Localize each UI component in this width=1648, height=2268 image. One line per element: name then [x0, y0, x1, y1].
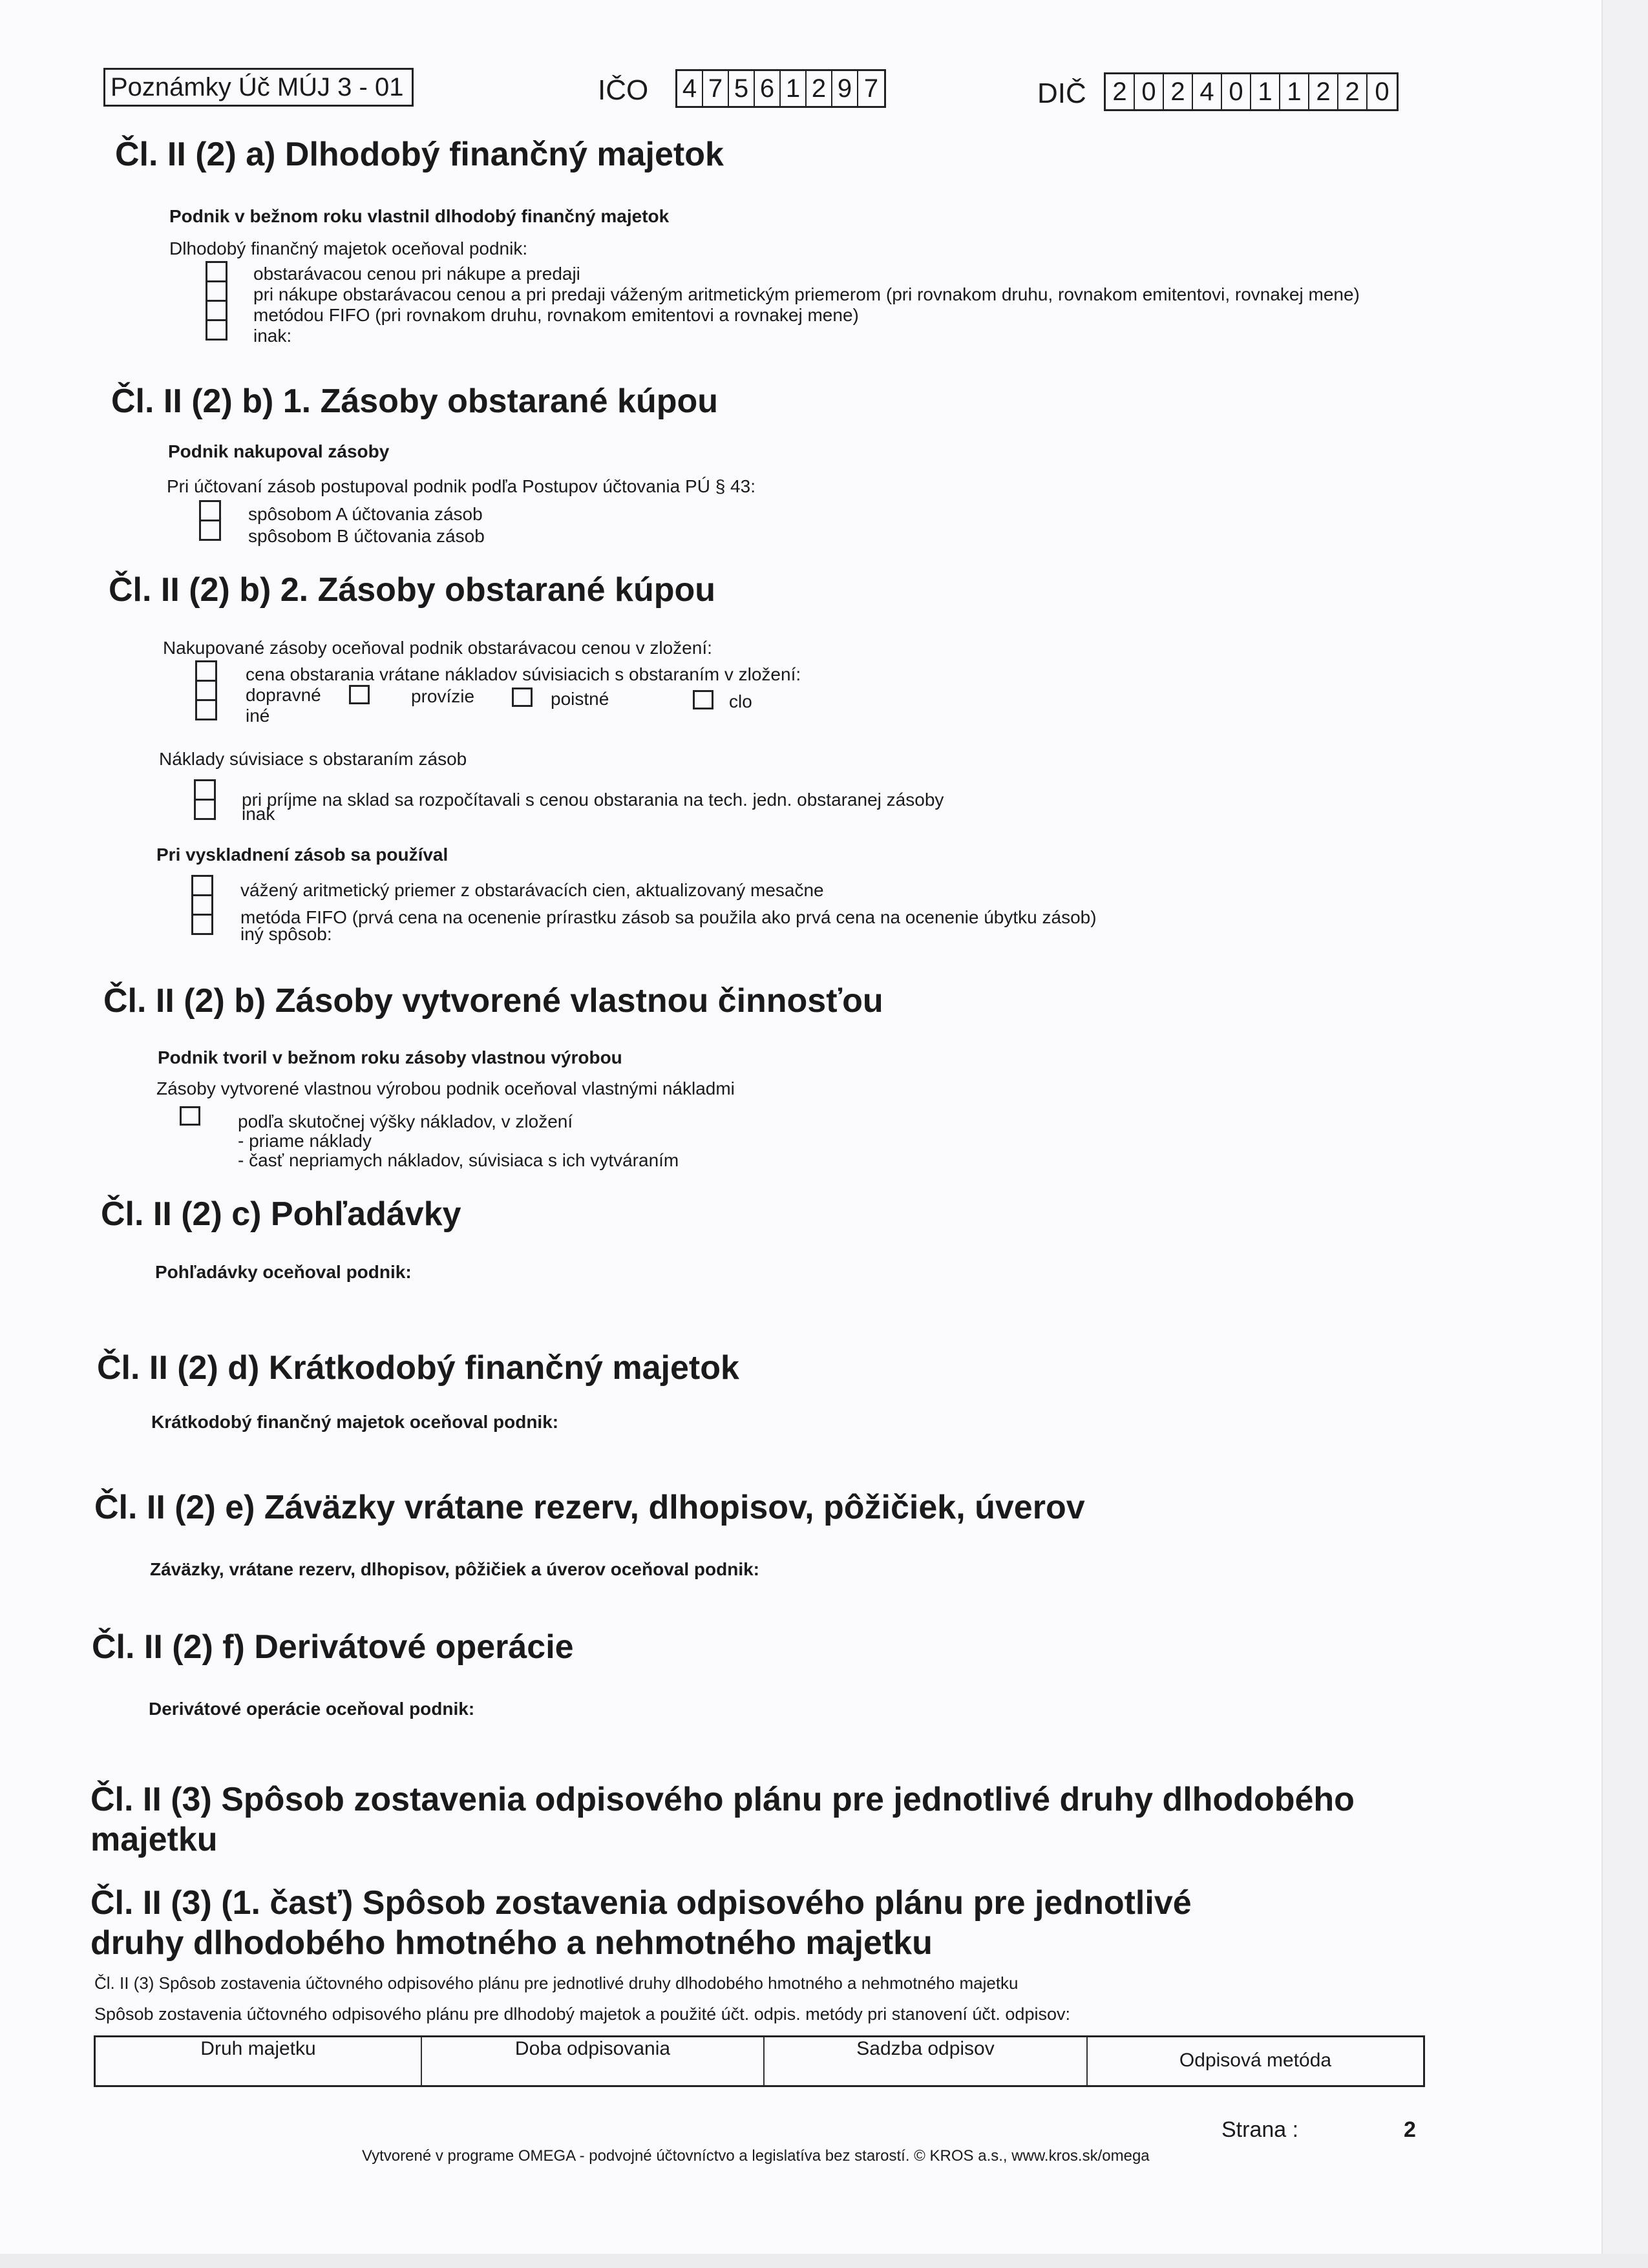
- depreciation-table: [94, 2035, 1425, 2087]
- ico-digit: 2: [807, 71, 832, 106]
- s3-issue-option: iný spôsob:: [240, 924, 332, 944]
- s1-option: pri nákupe obstarávacou cenou a pri predaji váženým aritmetickým priemerom (pri rovnakom druhu, rovnakom emitentovi, rovnakej mene): [253, 284, 1360, 304]
- s3-sub-option: poistné: [551, 689, 609, 709]
- s1-checkbox-weighted-average[interactable]: [207, 282, 226, 302]
- section-title-own-production-inventory: Čl. II (2) b) Zásoby vytvorené vlastnou činnosťou: [103, 982, 883, 1020]
- s6-bold-label: Krátkodobý finančný majetok oceňoval podnik:: [151, 1412, 559, 1432]
- section-title-depreciation-plan-part-1: Čl. II (3) (1. časť) Spôsob zostavenia odpisového plánu pre jednotlivé druhy dlhodobého hmotného a nehmotného majetku: [90, 1884, 1192, 1962]
- s8-bold-label: Derivátové operácie oceňoval podnik:: [149, 1699, 475, 1719]
- s1-checkbox-other[interactable]: [207, 321, 226, 341]
- s2-checkbox-method-b[interactable]: [201, 521, 219, 541]
- s3-checkbox-transport[interactable]: [197, 682, 215, 701]
- s3-costs-option: inak: [242, 804, 275, 824]
- section-title-purchased-inventory-1: Čl. II (2) b) 1. Zásoby obstarané kúpou: [111, 383, 719, 420]
- s3-checkbox-weighted-average[interactable]: [193, 877, 211, 896]
- s1-checkbox-group: [206, 261, 227, 341]
- s3-issue-checkbox-group: [191, 875, 213, 935]
- dic-digit: 0: [1375, 78, 1389, 106]
- s5-bold-label: Pohľadávky oceňoval podnik:: [155, 1262, 412, 1282]
- footer-credit: Vytvorené v programe OMEGA - podvojné účtovníctvo a legislatíva bez starostí. © KROS a.s., www.kros.sk/omega: [362, 2147, 1150, 2165]
- s3-checkbox-acquisition-price[interactable]: [197, 662, 215, 682]
- ico-field[interactable]: [675, 69, 886, 108]
- section-title-receivables: Čl. II (2) c) Pohľadávky: [101, 1195, 461, 1233]
- s1-option: metódou FIFO (pri rovnakom druhu, rovnakom emitentovi a rovnakej mene): [253, 305, 859, 325]
- s3-costs-option: pri príjme na sklad sa rozpočítavali s cenou obstarania na tech. jedn. obstaranej zásoby: [242, 790, 944, 810]
- s3-checkbox-costs-allocated[interactable]: [196, 781, 214, 801]
- form-label: Poznámky Úč MÚJ 3 - 01: [111, 73, 404, 101]
- s3-issue-option: metóda FIFO (prvá cena na ocenenie prírastku zásob sa použila ako prvá cena na ocenenie úbytku zásob): [240, 907, 1097, 927]
- dic-digit: 1: [1280, 74, 1309, 109]
- dic-label: DIČ: [1037, 78, 1086, 109]
- s10-line2: Spôsob zostavenia účtovného odpisového plánu pre dlhodobý majetok a použité účt. odpis. metódy pri stanovení účt. odpisov:: [94, 2004, 1070, 2024]
- dic-digit: 2: [1164, 74, 1193, 109]
- ico-digit: 7: [703, 71, 729, 106]
- s2-checkbox-method-a[interactable]: [201, 502, 219, 521]
- s2-bold-label: Podnik nakupoval zásoby: [168, 441, 390, 461]
- s3-issue-option: vážený aritmetický priemer z obstarávacích cien, aktualizovaný mesačne: [240, 880, 824, 900]
- table-header-asset-type: Druh majetku: [96, 2037, 422, 2085]
- dic-digit: 2: [1106, 74, 1135, 109]
- s3-checkbox-costs-other[interactable]: [196, 801, 214, 820]
- s4-checkbox-actual-costs[interactable]: [180, 1106, 200, 1126]
- s2-checkbox-group: [199, 500, 221, 541]
- s3-option: cena obstarania vrátane nákladov súvisiacich s obstaraním v zložení:: [246, 664, 801, 684]
- s4-option: - priame náklady: [238, 1131, 372, 1151]
- s1-bold-label: Podnik v bežnom roku vlastnil dlhodobý finančný majetok: [169, 206, 670, 226]
- s2-option: spôsobom A účtovania zásob: [248, 504, 483, 524]
- section-title-derivatives: Čl. II (2) f) Derivátové operácie: [92, 1628, 574, 1666]
- ico-digit: 9: [832, 71, 858, 106]
- s3-checkbox-insurance[interactable]: [512, 688, 533, 707]
- scan-edge-right: [1601, 0, 1648, 2268]
- s3-sub-option: clo: [729, 691, 752, 711]
- section-title-purchased-inventory-2: Čl. II (2) b) 2. Zásoby obstarané kúpou: [109, 571, 716, 609]
- s3-option: iné: [246, 706, 270, 726]
- page-number: 2: [1404, 2117, 1416, 2142]
- section-title-liabilities: Čl. II (2) e) Záväzky vrátane rezerv, dlhopisov, pôžičiek, úverov: [94, 1489, 1085, 1526]
- table-header-depreciation-rate: Sadzba odpisov: [765, 2037, 1088, 2085]
- ico-digit: 7: [863, 74, 879, 103]
- dic-digit: 0: [1135, 74, 1164, 109]
- s3-costs-checkbox-group: [194, 779, 216, 820]
- s1-option: inak:: [253, 326, 292, 346]
- ico-digit: 6: [755, 71, 781, 106]
- s3-checkbox-group: [195, 660, 217, 720]
- s7-bold-label: Záväzky, vrátane rezerv, dlhopisov, pôžičiek a úverov oceňoval podnik:: [150, 1559, 759, 1579]
- s4-option: podľa skutočnej výšky nákladov, v zložení: [238, 1111, 573, 1131]
- ico-digit: 4: [677, 71, 703, 106]
- s3-sub-option: provízie: [411, 686, 475, 706]
- ico-digit: 1: [781, 71, 807, 106]
- s3-checkbox-duty[interactable]: [693, 690, 713, 709]
- dic-digit: 2: [1309, 74, 1338, 109]
- table-header-depreciation-period: Doba odpisovania: [422, 2037, 765, 2085]
- s3-checkbox-other[interactable]: [197, 701, 215, 720]
- ico-label: IČO: [598, 74, 649, 106]
- s4-option: - časť nepriamych nákladov, súvisiaca s ich vytváraním: [238, 1150, 679, 1170]
- s1-checkbox-fifo[interactable]: [207, 302, 226, 321]
- s3-option: dopravné: [246, 685, 321, 705]
- s1-label: Dlhodobý finančný majetok oceňoval podnik:: [169, 238, 528, 258]
- s2-label: Pri účtovaní zásob postupoval podnik podľa Postupov účtovania PÚ § 43:: [167, 476, 755, 496]
- s3-label: Nakupované zásoby oceňoval podnik obstarávacou cenou v zložení:: [163, 638, 712, 658]
- s3-checkbox-fifo[interactable]: [193, 896, 211, 916]
- s1-checkbox-acquisition-cost[interactable]: [207, 263, 226, 282]
- page-label: Strana :: [1221, 2117, 1299, 2142]
- dic-digit: 2: [1338, 74, 1368, 109]
- s10-line1: Čl. II (3) Spôsob zostavenia účtovného odpisového plánu pre jednotlivé druhy dlhodobého hmotného a nehmotného majetku: [94, 1973, 1019, 1993]
- section-title-long-term-financial-assets: Čl. II (2) a) Dlhodobý finančný majetok: [115, 136, 724, 173]
- dic-digit: 0: [1222, 74, 1251, 109]
- s3-checkbox-other-method[interactable]: [193, 916, 211, 935]
- s2-option: spôsobom B účtovania zásob: [248, 526, 485, 546]
- scan-edge-bottom: [0, 2254, 1648, 2268]
- dic-field[interactable]: [1104, 72, 1399, 111]
- dic-digit: 4: [1193, 74, 1222, 109]
- s1-option: obstarávacou cenou pri nákupe a predaji: [253, 264, 580, 284]
- section-title-short-term-financial-assets: Čl. II (2) d) Krátkodobý finančný majetok: [97, 1349, 739, 1387]
- s4-label: Zásoby vytvorené vlastnou výrobou podnik oceňoval vlastnými nákladmi: [156, 1078, 735, 1098]
- s3-issue-label: Pri vyskladnení zásob sa používal: [156, 845, 449, 865]
- dic-digit: 1: [1251, 74, 1280, 109]
- s3-costs-label: Náklady súvisiace s obstaraním zásob: [159, 749, 467, 769]
- ico-digit: 5: [729, 71, 755, 106]
- section-title-depreciation-plan: Čl. II (3) Spôsob zostavenia odpisového plánu pre jednotlivé druhy dlhodobého majetku: [90, 1781, 1355, 1858]
- form-label-box: [103, 68, 414, 107]
- table-header-depreciation-method: Odpisová metóda: [1179, 2050, 1332, 2071]
- s4-bold-label: Podnik tvoril v bežnom roku zásoby vlastnou výrobou: [158, 1047, 622, 1067]
- s3-checkbox-commission[interactable]: [349, 685, 370, 704]
